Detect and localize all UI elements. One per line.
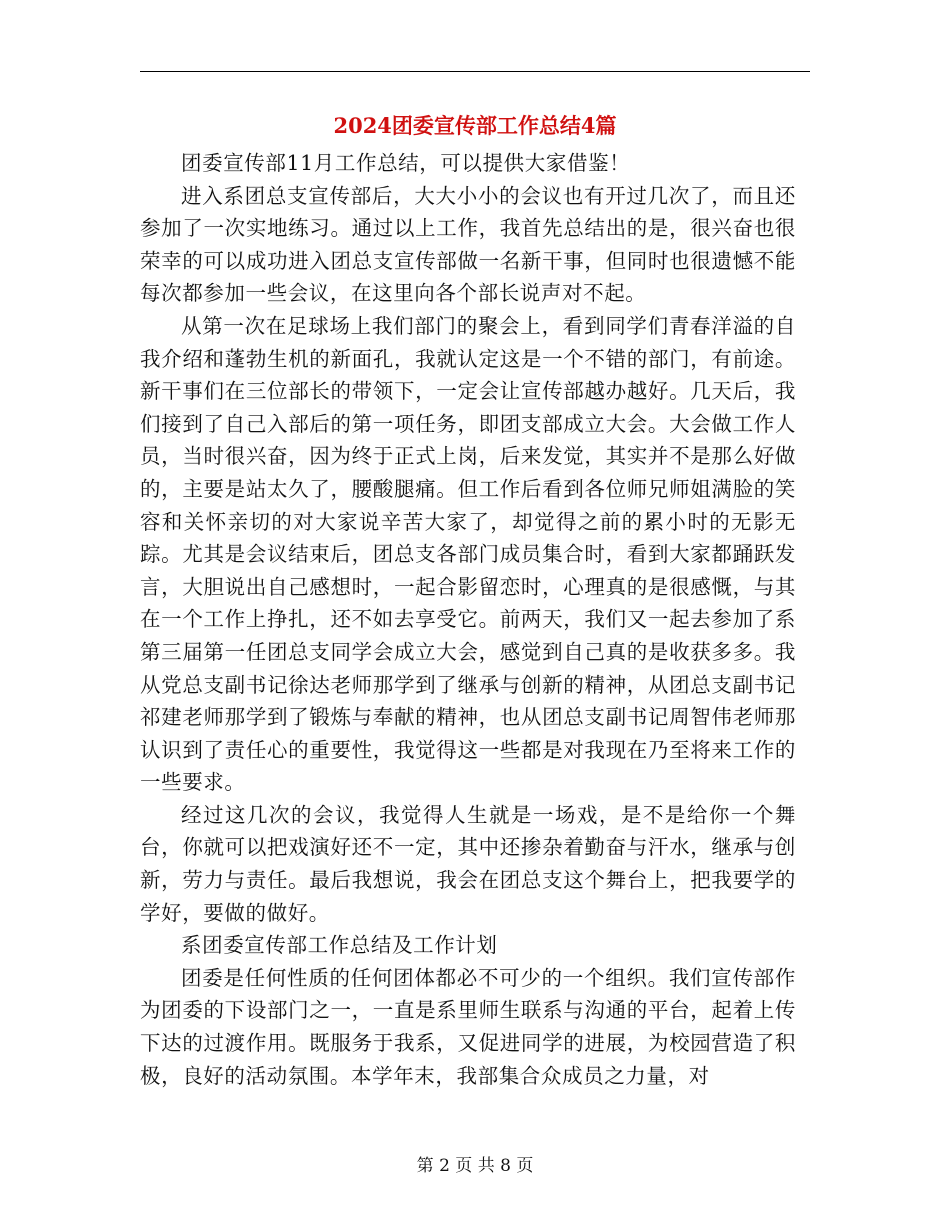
paragraph-4: 团委是任何性质的任何团体都必不可少的一个组织。我们宣传部作为团委的下设部门之一，一直是系里师生联系与沟通的平台，起着上传下达的过渡作用。既服务于我系，又促进同学的进展，为校园营造了积极，良好的活动氛围。本学年末，我部集合众成员之力量，对 (140, 965, 796, 1088)
header-rule (140, 71, 810, 72)
paragraph-intro: 团委宣传部11月工作总结，可以提供大家借鉴！ (181, 151, 631, 175)
paragraph-2: 从第一次在足球场上我们部门的聚会上，看到同学们青春洋溢的自我介绍和蓬勃生机的新面孔，我就认定这是一个不错的部门，有前途。新干事们在三位部长的带领下，一定会让宣传部越办越好。几天后，我们接到了自己入部后的第一项任务，即团支部成立大会。大会做工作人员，当时很兴奋，因为终于正式上岗，后来发觉，其实并不是那么好做的，主要是站太久了，腰酸腿痛。但工作后看到各位师兄师姐满脸的笑容和关怀亲切的对大家说辛苦大家了，却觉得之前的累小时的无影无踪。尤其是会议结束后，团总支各部门成员集合时，看到大家都踊跃发言，大胆说出自己感想时，一起合影留恋时，心理真的是很感慨，与其在一个工作上挣扎，还不如去享受它。前两天，我们又一起去参加了系第三届第一任团总支同学会成立大会，感觉到自己真的是收获多多。我从党总支副书记徐达老师那学到了继承与创新的精神，从团总支副书记祁建老师那学到了锻炼与奉献的精神，也从团总支副书记周智伟老师那认识到了责任心的重要性，我觉得这一些都是对我现在乃至将来工作的一些要求。 (140, 313, 796, 795)
paragraph-3: 经过这几次的会议，我觉得人生就是一场戏，是不是给你一个舞台，你就可以把戏演好还不一定，其中还掺杂着勤奋与汗水，继承与创新，劳力与责任。最后我想说，我会在团总支这个舞台上，把我要学的学好，要做的做好。 (140, 802, 796, 925)
paragraph-1: 进入系团总支宣传部后，大大小小的会议也有开过几次了，而且还参加了一次实地练习。通过以上工作，我首先总结出的是，很兴奋也很荣幸的可以成功进入团总支宣传部做一名新干事，但同时也很遗憾不能每次都参加一些会议，在这里向各个部长说声对不起。 (140, 183, 796, 306)
page-footer: 第 2 页 共 8 页 (416, 1156, 534, 1176)
document-body (140, 147, 796, 1092)
section-heading: 系团委宣传部工作总结及工作计划 (181, 933, 498, 958)
document-title: 2024团委宣传部工作总结4篇 (333, 113, 617, 138)
